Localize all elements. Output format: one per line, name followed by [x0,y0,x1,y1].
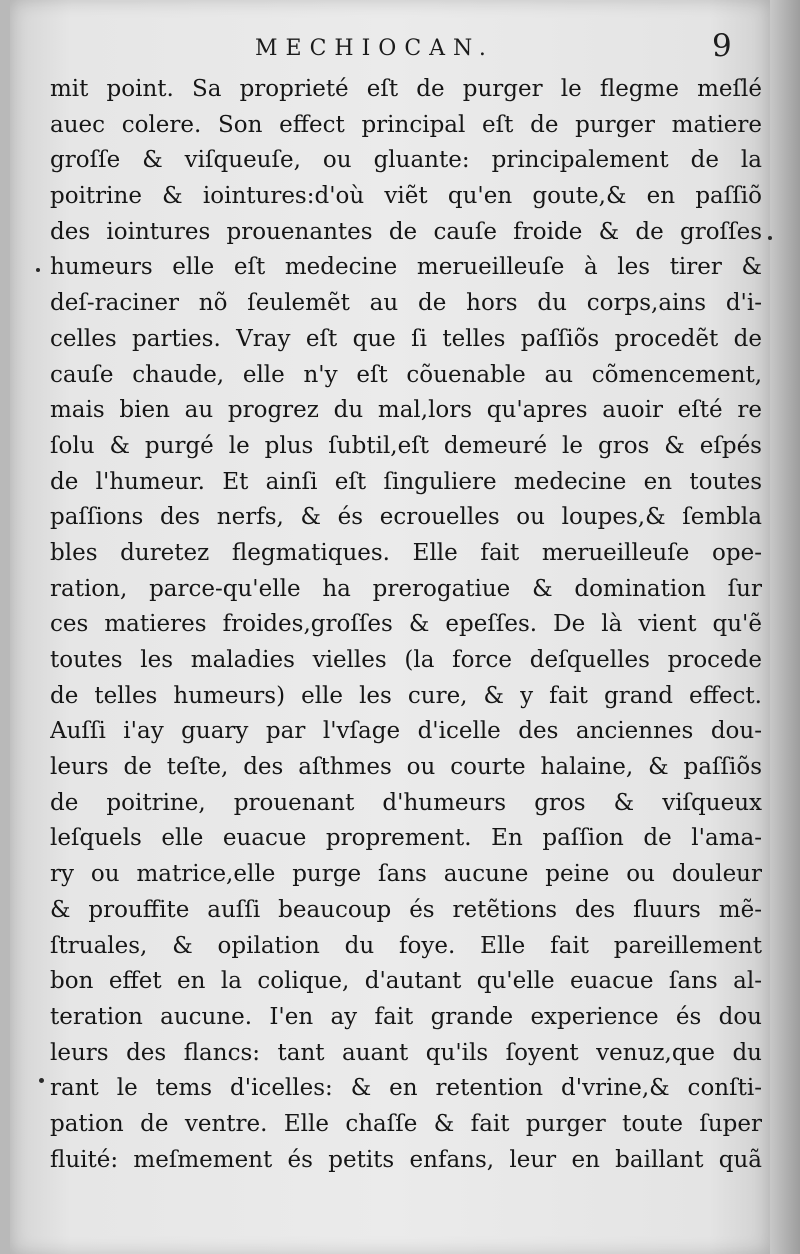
running-head [0,30,800,70]
text-line: mais bien au progrez du mal,lors qu'apres auoir eſté re [50,397,762,424]
text-line: des iointures prouenantes de cauſe froide & de groſſes [50,218,762,245]
text-line: fluité: meſmement és petits enfans, leur en baillant quã [50,1146,762,1173]
running-title: MECHIOCAN. [255,36,494,61]
text-line: leſquels elle euacue proprement. En paſſion de l'ama- [50,825,762,852]
text-line: ry ou matrice,elle purge ſans aucune peine ou douleur [50,861,762,888]
text-line: rant le tems d'icelles: & en retention d'vrine,& conſti- [50,1075,762,1102]
text-line: cauſe chaude, elle n'y eſt cõuenable au cõmencement, [50,361,762,388]
body-text [50,72,762,1178]
text-line: de telles humeurs) elle les cure, & y fait grand effect. [50,682,762,709]
page-number: 9 [712,28,732,64]
text-line: de l'humeur. Et ainſi eſt ſinguliere medecine en toutes [50,468,762,495]
text-line: Auſſi i'ay guary par l'vſage d'icelle des anciennes dou- [50,718,762,745]
text-line: & prouffite auſſi beaucoup és retẽtions des fluurs mẽ- [50,896,762,923]
page-edge [770,0,800,1254]
text-line: teration aucune. I'en ay fait grande experience és dou [50,1003,762,1030]
ink-speck [36,268,40,272]
text-line: bon effet en la colique, d'autant qu'elle euacue ſans al- [50,968,762,995]
text-line: bles duretez flegmatiques. Elle fait merueilleuſe ope- [50,539,762,566]
text-line: celles parties. Vray eſt que ſi telles paſſiõs procedẽt de [50,325,762,352]
text-line: ces matieres froides,groſſes & epeſſes. De là vient qu'ẽ [50,611,762,638]
ink-speck [768,236,772,240]
text-line: humeurs elle eſt medecine merueilleuſe à les tirer & [50,254,762,281]
text-line: ſolu & purgé le plus ſubtil,eſt demeuré le gros & eſpés [50,432,762,459]
text-line: pation de ventre. Elle chaſſe & fait purger toute ſuper [50,1110,762,1137]
text-line: leurs de teſte, des aſthmes ou courte halaine, & paſſiõs [50,754,762,781]
text-line: groſſe & viſqueuſe, ou gluante: principalement de la [50,147,762,174]
text-line: ſtruales, & opilation du foye. Elle fait pareillement [50,932,762,959]
text-line: auec colere. Son effect principal eſt de purger matiere [50,111,762,138]
text-line: poitrine & iointures:d'où viẽt qu'en goute,& en paſſiõ [50,183,762,210]
text-line: mit point. Sa proprieté eſt de purger le flegme meſlé [50,76,762,102]
text-line: deſ-raciner nõ ſeulemẽt au de hors du corps,ains d'i- [50,290,762,317]
text-line: de poitrine, prouenant d'humeurs gros & viſqueux [50,789,762,816]
text-line: paſſions des nerfs, & és ecrouelles ou loupes,& ſembla [50,504,762,531]
text-line: leurs des flancs: tant auant qu'ils ſoyent venuz,que du [50,1039,762,1066]
ink-speck [39,1078,44,1083]
text-line: ration, parce-qu'elle ha prerogatiue & domination ſur [50,575,762,602]
text-line: toutes les maladies vielles (la force deſquelles procede [50,647,762,673]
